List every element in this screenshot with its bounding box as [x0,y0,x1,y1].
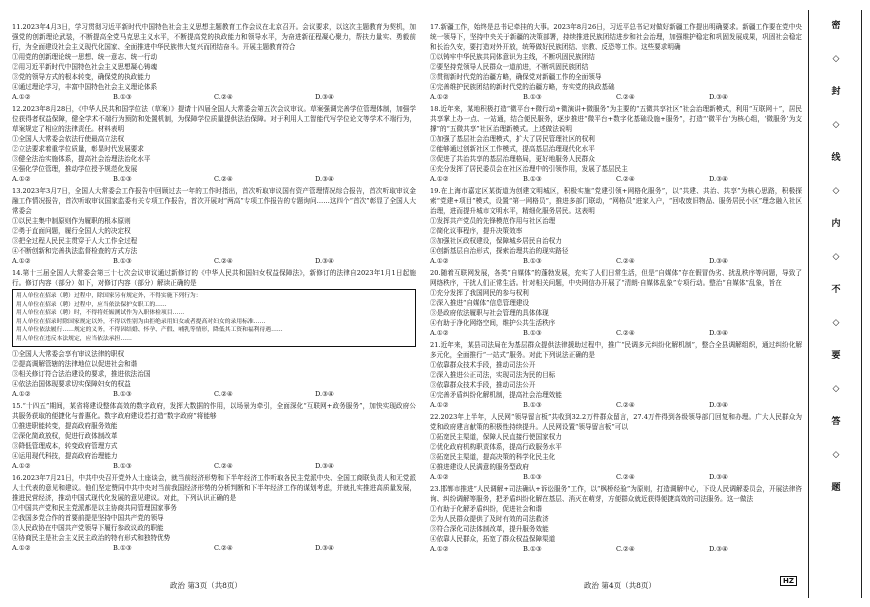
answer-choice: D.③④ [315,543,334,552]
diamond-separator-icon: ◇ [832,252,840,262]
question-stem: 17.新疆工作，始终是总书记牵挂的大事。2023年8月26日，习近平总书记对做好新疆工作提出明确要求。新疆工作要在党中央统一领导下，坚持中央关于新疆的决策部署，持续推进民族团结进步和社会治理，加强维护稳定和巩固发展成果，巩固社会稳定和长治久安，要打造对外开放，统筹做好民族团结、宗教、反恐等工作。这些要求明确 [430,23,802,51]
statement-option: ②能够通过创新社区工作模式，提高基层治理现代化水平 [430,145,595,153]
seal-character: 不 [831,285,841,295]
law-excerpt-box [12,289,416,347]
answer-choice: B.①③ [523,473,542,481]
answer-choice: D.③④ [315,257,334,265]
statement-option: ②用习近平新时代中国特色社会主义思想凝心铸魂 [12,63,158,71]
question-stem: 15.“十四五”期间，某省将建设整体高效的数字政府，发挥大数据的作用，以场景为牵引，全面深化“互联网+政务服务”，加快实现政府公共服务获取的便捷化与普惠化。数字政府建设若打造“数字政府”将能够 [12,401,416,420]
statement-option: ②我国多党合作的首要前提是坚持中国共产党的领导 [12,513,164,522]
answer-choices [430,400,802,410]
question [12,473,416,553]
statement-option: ①以民主集中制原则作为履职的根本原则 [12,217,131,225]
statement-option: ③加强社区政权建设，保障城乡居民自治权力 [430,237,562,245]
question-stem: 23.邯郸市推进“人民调解+司法确认+诉讼服务”工作，以“枫桥经验”为原则，打造调解中心，下设人民调解委员会，开展法律咨询、纠纷调解等服务，把矛盾纠纷化解在基层、消灭在萌芽，方便群众就近获得便捷高效的司法服务。这一做法 [430,485,802,503]
answer-choice: A.①② [12,175,31,183]
answer-choice: B.①③ [523,175,542,183]
diamond-separator-icon: ◇ [832,450,840,460]
statement-option: ④有助于净化网络空间，维护公共生活秩序 [430,319,556,327]
answer-choice: A.①② [12,461,31,470]
statement-option: ④完善矛盾纠纷化解机制，提高社会治理效能 [430,391,562,399]
answer-choice: B.①③ [523,545,542,553]
question [12,401,416,471]
answer-choices [12,174,416,184]
statement-option: ④依法治国体现要求切实保障妇女的权益 [12,379,131,388]
statement-option: ③相关修订符合法治建设的要求，推进依法治国 [12,369,151,378]
statement-option: ③人民政协在中国共产党领导下履行参政议政的职能 [12,523,164,532]
statement-option: ①中国共产党和民主党派都是以主协商共同管理国家事务 [12,503,177,512]
diamond-separator-icon: ◇ [832,120,840,130]
question [12,22,416,102]
statement-option: ②立法要求着重学位质量，彰显时代发展要求 [12,145,144,153]
right-column [430,22,802,556]
answer-choices [430,174,802,184]
statement-option: ③拓宽民主渠道，提高决策的科学化民主化 [430,453,556,461]
statement-option: ④依靠人民群众，拓宽了群众权益保障渠道 [430,535,556,543]
answer-choice: B.①③ [113,543,132,552]
statement-option: ④完善维护民族团结的新时代党的治疆方略，夯实党的执政基础 [430,83,615,91]
page-footer-left: 政治 第3页（共8页） [170,581,242,590]
answer-choice: D.③④ [709,329,728,337]
answer-choice: A.①② [430,93,449,101]
answer-choice: C.②④ [616,175,635,183]
answer-choice: D.③④ [709,175,728,183]
answer-choice: B.①③ [523,257,542,265]
question [430,186,802,266]
answer-choice: C.②④ [616,401,635,409]
seal-character: 线 [831,153,841,163]
answer-choice: C.②④ [616,329,635,337]
answer-choice: C.②④ [616,257,635,265]
paper-code: HZ [780,576,797,586]
question-stem: 11.2023年4月3日，学习贯彻习近平新时代中国特色社会主义思想主题教育工作会议在北京召开。会议要求，以这次主题教育为契机，加强党的创新理论武装，不断提高全党马克思主义水平，不断提高党的执政能力和领导水平，为奋进新征程凝心聚力，帮扶力量实、勇毅前行，为全面建设社会主义现代化国家、全面推进中华民族伟大复兴而团结奋斗。开展主题教育符合 [12,23,416,51]
statement-option: ④创新基层自治形式，探索治理共治的现实路径 [430,247,569,255]
question-stem: 18.近年来，某地积极打造“微平台+微行动+微演讲+微服务”为主要的“五微共享社区”社会治理新模式，利用“互联网＋”，居民共享掌上办一点、一站通，结合便民服务，逐步推进“微平台+数字化基础设施+服务”，打造“‘微平台’为核心组，‘微服务’为支撑”的“五微共享”社区治理新模式。上述做法说明 [430,105,802,133]
statement-option: ③党的领导方式的根本转变，确保党的执政能力 [12,73,151,81]
answer-choices [12,256,416,266]
answer-choice: B.①③ [113,257,132,265]
law-excerpt-line: 用人单位在违反本法规定，应当依法承担…… [16,335,132,342]
statement-option: ②深入推进公正司法，实现司法为民的目标 [430,371,556,379]
answer-choice: A.①② [12,389,31,398]
seal-character: 密 [831,21,841,31]
statement-option: ②为人民群众提供了及时有效的司法救济 [430,515,549,523]
statement-option: ①以铸牢中华民族共同体意识为主线，不断巩固民族团结 [430,53,595,61]
statement-option: ③把全过程人民民主贯穿于人大工作全过程 [12,237,138,245]
seal-text [829,10,843,505]
answer-choice: D.③④ [315,93,334,101]
diamond-separator-icon: ◇ [832,54,840,64]
question [430,412,802,482]
diamond-separator-icon: ◇ [832,186,840,196]
answer-choice: C.②④ [616,473,635,481]
statement-option: ①推进职能转变，提高政府服务效能 [12,421,118,430]
answer-choices [430,328,802,338]
answer-choices [12,389,416,399]
question-stem: 16.2023年7月21日，中共中央召开党外人士座谈会，就当前经济形势和下半年经济工作听取各民主党派中央、全国工商联负责人和无党派人士代表的意见和建议。他们坚定赞同中共中央对当前我国经济形势的分析判断和下半年经济工作的谋划考虑，并就扎实推进高质量发展，推进民营经济，推动中国式现代化发展的意见建议。对此，下列认识正确的是 [12,473,416,502]
answer-choice: D.③④ [709,473,728,481]
question-stem: 20.随着互联网发展，各类“自媒体”的蓬勃发展，充实了人们日常生活，但是“自媒体”存在假冒伪劣、扰乱秩序等问题，导致了网络秩序，干扰人们正常生活。针对相关问题，中央网信办开展了“清朗·自媒体乱象”专项行动。整治“自媒体”乱象，旨在 [430,269,802,287]
question-stem: 12.2023年8月28日，《中华人民共和国学位法（草案）》提请十四届全国人大常委会第五次会议审议。草案强调完善学位管理体制，加强学位获得者权益保障，健全学术不端行为预防和处置机制，为保障学位质量提供法治保障。对于利用人工智能代写学位论文等学术不端行为，草案规定了相应的法律责任。材料表明 [12,105,416,133]
seal-character: 答 [831,417,841,427]
answer-choices [430,92,802,102]
statement-option: ④协商民主是社会主义民主政治的特有形式和独特优势 [12,533,171,542]
answer-choice: C.②④ [214,461,233,470]
statement-option: ①依靠群众技术手段，推动司法公开 [430,361,536,369]
statement-option: ④不断创新和完善执法监督检查的方式方法 [12,247,138,255]
answer-choice: B.①③ [113,175,132,183]
answer-choice: D.③④ [709,401,728,409]
law-excerpt-line: 用人单位在招录时除国家规定以外，不得以性别为由拒绝录用妇女或者提高对妇女的录用标准…… [16,318,266,325]
statement-option: ④充分发挥了居民委员会在社区治理中的引领作用，发展了基层民主 [430,165,628,173]
answer-choice: B.①③ [113,389,132,398]
statement-option: ③符合深化司法体制改革，提升服务效能 [430,525,549,533]
statement-option: ③贯彻新时代党的治疆方略，确保党对新疆工作的全面领导 [430,73,602,81]
statement-option: ③降低管理成本，转变政府管理方式 [12,441,118,450]
question [430,484,802,554]
question [430,22,802,102]
statement-option: ③健全法治实施体系，提高社会治理法治化水平 [12,155,151,163]
statement-option: ①充分发挥了我国网民的参与权利 [430,289,529,297]
question [12,186,416,266]
answer-choice: D.③④ [709,545,728,553]
question-stem: 19.在上海市嘉定区某街道为创建文明城区，积极实施“党建引领+网格化服务”，以“共建、共治、共享”为核心思路，积极探索“党建+项目”模式，设置“第一网格员”，推进多部门联动，“网格员”进家入户，“回收废旧物品、服务居民小区”理念融入社区治理，进而提升城市文明水平，精细化服务居民。这表明 [430,187,802,215]
answer-choice: A.①② [12,93,31,101]
answer-choice: A.①② [430,401,449,409]
statement-option: ④运用现代科技，提高政府治理能力 [12,451,118,460]
answer-choice: D.③④ [315,175,334,183]
question [430,340,802,410]
answer-choice: C.②④ [214,389,233,398]
answer-choice: A.①② [430,329,449,337]
question [12,268,416,399]
answer-choice: C.②④ [214,175,233,183]
statement-option: ②勇于直面问题，履行全国人大的决定权 [12,227,131,235]
statement-option: ③是政府依法履职与社会管理的具体体现 [430,309,549,317]
statement-option: ①拓宽民主渠道，保障人民直接行使国家权力 [430,433,562,441]
statement-option: ②简化议事程序，提升决策效率 [430,227,523,235]
statement-option: ①发挥共产党员的先锋模范作用与社区治理 [430,217,556,225]
law-excerpt-line: 用人单位在招录（聘）时，不得将妊娠测试作为入职体检项目…… [16,310,185,317]
answer-choices [12,543,416,553]
answer-choice: A.①② [430,257,449,265]
statement-option: ①加强了基层社会治理模式，扩大了居民管理社区的权利 [430,135,595,143]
seal-character: 题 [831,483,841,493]
statement-option: ④通过理论学习，丰富中国特色社会主义理论体系 [12,83,158,91]
question-stem: 13.2023年3月7日，全国人大常委会工作报告中回顾过去一年的工作时指出，首次听取审议国有资产管理情况综合报告，首次听取审议金融工作情况报告，首次听取审议国家监委有关专项工作报告，首次开展对“两高”专项工作报告的专题询问……这四个“首次”彰显了全国人大常委会 [12,187,416,215]
answer-choice: D.③④ [709,93,728,101]
seal-character: 内 [831,219,841,229]
answer-choices [430,544,802,554]
answer-choice: B.①③ [523,93,542,101]
answer-choice: C.②④ [214,93,233,101]
left-column [12,22,416,555]
answer-choice: B.①③ [113,93,132,101]
answer-choices [430,256,802,266]
statement-option: ④推进建设人民满意的服务型政府 [430,463,529,471]
answer-choices [12,461,416,471]
answer-choice: D.③④ [315,389,334,398]
question [12,104,416,184]
statement-option: ④强化学位管理，推动学位授予规范化发展 [12,165,138,173]
law-excerpt-line: 用人单位在招录（聘）过程中，应当依法保护女职工的…… [16,301,167,308]
diamond-separator-icon: ◇ [832,318,840,328]
law-excerpt-line: 用人单位依法履行……规定的义务，不得因结婚、怀孕、产假、哺乳等情形，降低其工资和福利待遇…… [16,327,283,334]
answer-choice: C.②④ [214,543,233,552]
answer-choice: C.②④ [616,545,635,553]
answer-choice: C.②④ [616,93,635,101]
answer-choices [430,472,802,482]
statement-option: ③促进了共治共享的基层治理格局，更好地服务人民群众 [430,155,595,163]
answer-choice: A.①② [12,543,31,552]
answer-choice: A.①② [12,257,31,265]
statement-option: ③依靠群众技术手段，推动司法公开 [430,381,536,389]
answer-choice: B.①③ [523,329,542,337]
question-stem: 21.近年来，某县司法局在为基层群众提供法律援助过程中，推广“民调多元纠纷化解机制”，整合全县调解组织，通过纠纷化解多元化，全面推行“一站式”服务。对此下列说法正确的是 [430,341,802,359]
answer-choice: D.③④ [709,257,728,265]
statement-option: ①全国人大常委会依法行使最高立法权 [12,135,125,143]
answer-choice: B.①③ [523,401,542,409]
seal-character: 要 [831,351,841,361]
answer-choice: C.②④ [214,257,233,265]
statement-option: ①全国人大常委会享有审议法律的职权 [12,349,125,358]
answer-choice: D.③④ [315,461,334,470]
question-stem: 22.2023年上半年，人民网“领导留言板”共收到32.2万件群众留言，27.4万件得到各级领导部门回复和办理。广大人民群众为党和政府建言献策的积极性持续提升。人民网设置“领导留言板”可以 [430,413,802,431]
statement-option: ①用党的创新理论统一思想、统一意志、统一行动 [12,53,158,61]
question [430,268,802,338]
statement-option: ①有助于化解矛盾纠纷，促进社会和谐 [430,505,543,513]
page-footer-right: 政治 第4页（共8页） [584,581,656,590]
law-excerpt-line: 用人单位在招录（聘）过程中，除国家另有规定外，不得实施下列行为： [16,293,202,299]
answer-choice: A.①② [430,175,449,183]
answer-choice: B.①③ [113,461,132,470]
answer-choices [12,92,416,102]
statement-option: ②提高调解管辖的法律地位以促进社会和谐 [12,359,138,368]
question [430,104,802,184]
binding-strip [808,10,862,598]
question-stem: 14.第十三届全国人大常委会第三十七次会议审议通过新修订的《中华人民共和国妇女权益保障法》，新修订的法律自2023年1月1日起施行。修订内容（部分）如下，对修订内容（部分）解读正确的是 [12,269,416,287]
answer-choice: A.①② [430,545,449,553]
answer-choice: A.①② [430,473,449,481]
seal-character: 封 [831,87,841,97]
statement-option: ②深入推进“自媒体”信息管理建设 [430,299,530,307]
statement-option: ②要坚持党领导人民群众一道前进，不断巩固民族团结 [430,63,589,71]
statement-option: ②优化政府机构职责体系，提高行政服务水平 [430,443,562,451]
diamond-separator-icon: ◇ [832,384,840,394]
statement-option: ②深化简政放权，促进行政体制改革 [12,431,118,440]
